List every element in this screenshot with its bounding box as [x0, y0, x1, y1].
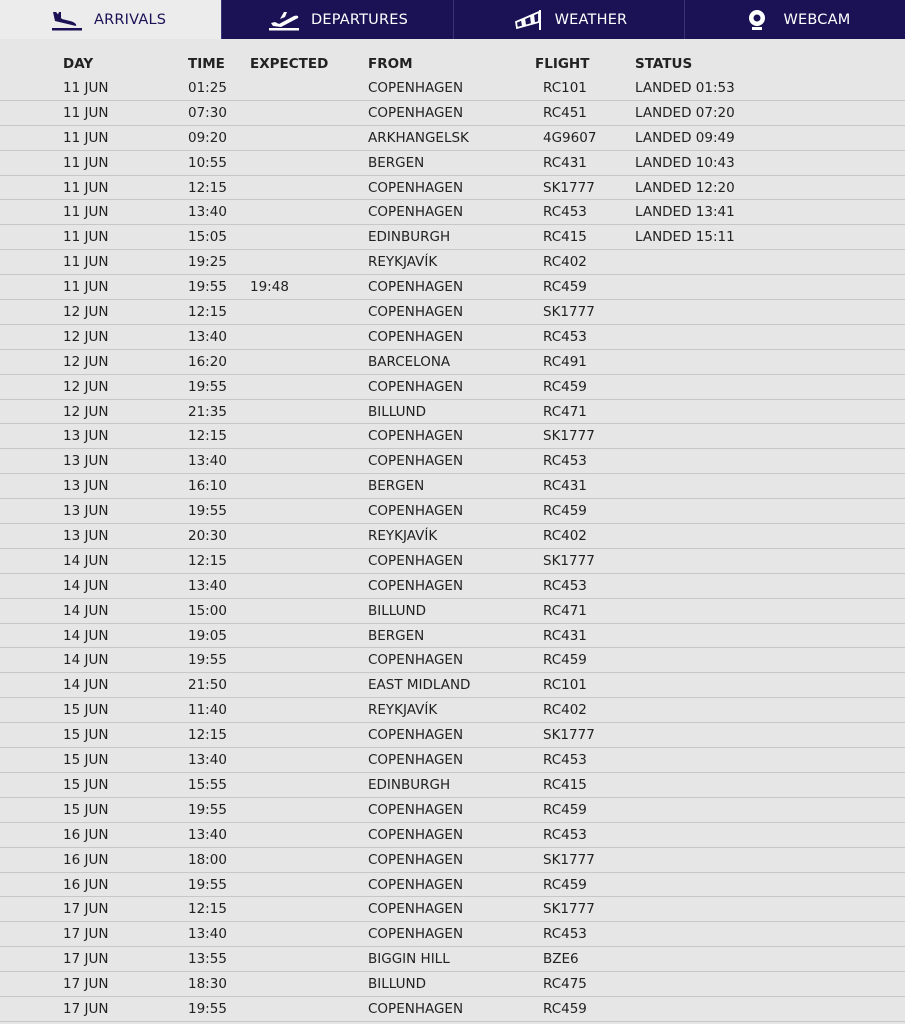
cell-day: 17 JUN — [63, 901, 109, 918]
arrivals-table — [0, 39, 905, 1022]
cell-day: 11 JUN — [63, 279, 109, 296]
cell-day: 15 JUN — [63, 752, 109, 769]
cell-from: COPENHAGEN — [368, 453, 464, 470]
cell-time: 19:55 — [188, 1000, 227, 1017]
cell-day: 17 JUN — [63, 926, 109, 943]
cell-time: 13:40 — [188, 453, 227, 470]
table-row — [0, 76, 905, 101]
cell-day: 11 JUN — [63, 204, 109, 221]
cell-from: BIGGIN HILL — [368, 951, 450, 968]
cell-from: COPENHAGEN — [368, 80, 464, 96]
tab-webcam[interactable] — [684, 0, 905, 39]
cell-from: BERGEN — [368, 478, 425, 495]
table-row — [0, 474, 905, 499]
cell-time: 12:15 — [188, 428, 227, 445]
cell-from: BILLUND — [368, 602, 426, 619]
cell-from: EAST MIDLAND — [368, 677, 471, 694]
cell-flight: RC431 — [543, 478, 587, 495]
tab-weather[interactable] — [453, 0, 684, 39]
tab-arrivals[interactable] — [0, 0, 221, 39]
cell-day: 11 JUN — [63, 154, 109, 171]
cell-from: COPENHAGEN — [368, 428, 464, 445]
table-row — [0, 574, 905, 599]
table-row — [0, 823, 905, 848]
cell-day: 17 JUN — [63, 1000, 109, 1017]
cell-from: COPENHAGEN — [368, 328, 464, 345]
cell-day: 11 JUN — [63, 80, 109, 96]
cell-day: 14 JUN — [63, 677, 109, 694]
cell-from: COPENHAGEN — [368, 304, 464, 321]
cell-status: LANDED 15:11 — [635, 229, 735, 246]
cell-day: 13 JUN — [63, 528, 109, 545]
cell-from: BERGEN — [368, 154, 425, 171]
cell-flight: SK1777 — [543, 304, 595, 321]
cell-from: BARCELONA — [368, 353, 451, 370]
tab-webcam-label: WEBCAM — [783, 11, 851, 28]
table-row — [0, 698, 905, 723]
table-row — [0, 126, 905, 151]
tab-weather-label: WEATHER — [554, 11, 628, 28]
cell-from: COPENHAGEN — [368, 727, 464, 744]
cell-from: REYKJAVÍK — [368, 528, 438, 545]
table-row — [0, 375, 905, 400]
cell-flight: RC459 — [543, 1000, 587, 1017]
cell-from: COPENHAGEN — [368, 851, 464, 868]
cell-flight: BZE6 — [543, 951, 579, 968]
cell-time: 12:15 — [188, 901, 227, 918]
table-row — [0, 250, 905, 275]
cell-flight: RC471 — [543, 403, 587, 420]
cell-from: COPENHAGEN — [368, 378, 464, 395]
table-row — [0, 673, 905, 698]
table-row — [0, 997, 905, 1022]
cell-time: 19:55 — [188, 378, 227, 395]
header-expected: EXPECTED — [250, 56, 329, 72]
table-row — [0, 325, 905, 350]
cell-from: COPENHAGEN — [368, 926, 464, 943]
cell-flight: RC402 — [543, 702, 587, 719]
table-row — [0, 773, 905, 798]
cell-time: 18:30 — [188, 976, 227, 993]
cell-day: 12 JUN — [63, 403, 109, 420]
plane-landing-icon — [50, 8, 84, 32]
table-row — [0, 549, 905, 574]
table-row — [0, 151, 905, 176]
cell-from: COPENHAGEN — [368, 752, 464, 769]
table-row — [0, 400, 905, 425]
cell-flight: RC453 — [543, 204, 587, 221]
cell-from: COPENHAGEN — [368, 204, 464, 221]
cell-day: 13 JUN — [63, 428, 109, 445]
cell-time: 20:30 — [188, 528, 227, 545]
cell-flight: RC451 — [543, 104, 587, 121]
tab-departures[interactable] — [221, 0, 453, 39]
cell-time: 15:55 — [188, 776, 227, 793]
cell-time: 19:55 — [188, 876, 227, 893]
cell-time: 10:55 — [188, 154, 227, 171]
cell-from: COPENHAGEN — [368, 552, 464, 569]
cell-day: 11 JUN — [63, 129, 109, 146]
cell-time: 19:55 — [188, 503, 227, 520]
cell-time: 12:15 — [188, 552, 227, 569]
cell-flight: RC453 — [543, 826, 587, 843]
cell-time: 12:15 — [188, 304, 227, 321]
cell-flight: SK1777 — [543, 901, 595, 918]
table-row — [0, 200, 905, 225]
cell-expected: 19:48 — [250, 279, 289, 296]
table-row — [0, 176, 905, 201]
cell-flight: RC415 — [543, 776, 587, 793]
cell-time: 07:30 — [188, 104, 227, 121]
cell-from: BILLUND — [368, 403, 426, 420]
cell-day: 15 JUN — [63, 801, 109, 818]
cell-time: 01:25 — [188, 80, 227, 96]
header-day: DAY — [63, 56, 94, 72]
cell-time: 19:55 — [188, 279, 227, 296]
cell-flight: RC453 — [543, 577, 587, 594]
cell-time: 13:40 — [188, 577, 227, 594]
cell-time: 16:20 — [188, 353, 227, 370]
table-row — [0, 499, 905, 524]
table-row — [0, 449, 905, 474]
table-row — [0, 972, 905, 997]
cell-day: 11 JUN — [63, 179, 109, 196]
cell-time: 12:15 — [188, 727, 227, 744]
cell-flight: RC453 — [543, 752, 587, 769]
cell-from: COPENHAGEN — [368, 1000, 464, 1017]
table-row — [0, 300, 905, 325]
table-row — [0, 424, 905, 449]
cell-day: 15 JUN — [63, 776, 109, 793]
table-row — [0, 723, 905, 748]
table-row — [0, 947, 905, 972]
cell-flight: RC101 — [543, 80, 587, 96]
cell-status: LANDED 12:20 — [635, 179, 735, 196]
cell-from: COPENHAGEN — [368, 826, 464, 843]
cell-day: 12 JUN — [63, 328, 109, 345]
cell-flight: SK1777 — [543, 179, 595, 196]
table-row — [0, 873, 905, 898]
cell-flight: RC471 — [543, 602, 587, 619]
cell-day: 12 JUN — [63, 378, 109, 395]
table-row — [0, 101, 905, 126]
cell-day: 16 JUN — [63, 826, 109, 843]
cell-status: LANDED 01:53 — [635, 80, 735, 96]
cell-time: 19:55 — [188, 801, 227, 818]
table-row — [0, 599, 905, 624]
cell-time: 21:35 — [188, 403, 227, 420]
cell-flight: RC491 — [543, 353, 587, 370]
header-from: FROM — [368, 56, 413, 72]
cell-flight: 4G9607 — [543, 129, 597, 146]
windsock-icon — [511, 8, 545, 32]
cell-day: 17 JUN — [63, 951, 109, 968]
cell-from: COPENHAGEN — [368, 104, 464, 121]
table-row — [0, 624, 905, 649]
cell-status: LANDED 10:43 — [635, 154, 735, 171]
cell-time: 13:40 — [188, 826, 227, 843]
table-header — [0, 39, 905, 76]
header-flight: FLIGHT — [535, 56, 590, 72]
table-row — [0, 798, 905, 823]
cell-day: 17 JUN — [63, 976, 109, 993]
cell-flight: RC101 — [543, 677, 587, 694]
cell-time: 13:40 — [188, 926, 227, 943]
cell-flight: SK1777 — [543, 552, 595, 569]
cell-flight: RC453 — [543, 328, 587, 345]
cell-flight: RC459 — [543, 652, 587, 669]
cell-flight: RC459 — [543, 876, 587, 893]
cell-from: REYKJAVÍK — [368, 254, 438, 271]
cell-time: 09:20 — [188, 129, 227, 146]
cell-from: COPENHAGEN — [368, 279, 464, 296]
cell-from: EDINBURGH — [368, 229, 451, 246]
cell-flight: RC431 — [543, 154, 587, 171]
plane-takeoff-icon — [267, 8, 301, 32]
cell-status: LANDED 13:41 — [635, 204, 735, 221]
cell-time: 13:55 — [188, 951, 227, 968]
cell-day: 13 JUN — [63, 453, 109, 470]
cell-time: 16:10 — [188, 478, 227, 495]
table-row — [0, 225, 905, 250]
cell-status: LANDED 07:20 — [635, 104, 735, 121]
cell-flight: RC402 — [543, 528, 587, 545]
table-row — [0, 922, 905, 947]
cell-from: BILLUND — [368, 976, 426, 993]
webcam-icon — [740, 8, 774, 32]
table-row — [0, 648, 905, 673]
cell-flight: RC415 — [543, 229, 587, 246]
cell-time: 21:50 — [188, 677, 227, 694]
cell-day: 14 JUN — [63, 577, 109, 594]
table-row — [0, 848, 905, 873]
cell-time: 18:00 — [188, 851, 227, 868]
cell-day: 11 JUN — [63, 104, 109, 121]
cell-time: 12:15 — [188, 179, 227, 196]
cell-day: 11 JUN — [63, 254, 109, 271]
cell-flight: RC459 — [543, 503, 587, 520]
tab-arrivals-label: ARRIVALS — [94, 11, 167, 28]
table-row — [0, 350, 905, 375]
table-body — [0, 76, 905, 1022]
cell-time: 13:40 — [188, 204, 227, 221]
cell-day: 12 JUN — [63, 353, 109, 370]
cell-from: COPENHAGEN — [368, 876, 464, 893]
cell-day: 14 JUN — [63, 627, 109, 644]
cell-from: COPENHAGEN — [368, 801, 464, 818]
cell-from: ARKHANGELSK — [368, 129, 469, 146]
header-status: STATUS — [635, 56, 693, 72]
cell-from: COPENHAGEN — [368, 901, 464, 918]
cell-from: REYKJAVÍK — [368, 702, 438, 719]
table-row — [0, 275, 905, 300]
table-row — [0, 524, 905, 549]
cell-day: 11 JUN — [63, 229, 109, 246]
cell-day: 16 JUN — [63, 876, 109, 893]
cell-time: 19:25 — [188, 254, 227, 271]
cell-flight: RC431 — [543, 627, 587, 644]
cell-day: 14 JUN — [63, 652, 109, 669]
table-row — [0, 897, 905, 922]
cell-flight: SK1777 — [543, 727, 595, 744]
header-time: TIME — [188, 56, 225, 72]
cell-flight: RC459 — [543, 378, 587, 395]
cell-from: COPENHAGEN — [368, 179, 464, 196]
table-row — [0, 748, 905, 773]
cell-time: 15:00 — [188, 602, 227, 619]
cell-flight: RC475 — [543, 976, 587, 993]
cell-from: BERGEN — [368, 627, 425, 644]
cell-time: 15:05 — [188, 229, 227, 246]
cell-from: EDINBURGH — [368, 776, 451, 793]
cell-from: COPENHAGEN — [368, 652, 464, 669]
cell-day: 16 JUN — [63, 851, 109, 868]
cell-from: COPENHAGEN — [368, 503, 464, 520]
cell-day: 15 JUN — [63, 702, 109, 719]
cell-flight: RC453 — [543, 926, 587, 943]
cell-day: 15 JUN — [63, 727, 109, 744]
flight-tabs — [0, 0, 905, 39]
cell-time: 19:55 — [188, 652, 227, 669]
cell-flight: RC402 — [543, 254, 587, 271]
cell-day: 14 JUN — [63, 602, 109, 619]
cell-time: 13:40 — [188, 752, 227, 769]
cell-flight: RC453 — [543, 453, 587, 470]
cell-status: LANDED 09:49 — [635, 129, 735, 146]
tab-departures-label: DEPARTURES — [311, 11, 408, 28]
cell-day: 13 JUN — [63, 503, 109, 520]
cell-time: 11:40 — [188, 702, 227, 719]
cell-time: 13:40 — [188, 328, 227, 345]
cell-flight: SK1777 — [543, 851, 595, 868]
cell-day: 13 JUN — [63, 478, 109, 495]
cell-flight: RC459 — [543, 801, 587, 818]
cell-flight: SK1777 — [543, 428, 595, 445]
cell-time: 19:05 — [188, 627, 227, 644]
cell-from: COPENHAGEN — [368, 577, 464, 594]
cell-day: 14 JUN — [63, 552, 109, 569]
cell-flight: RC459 — [543, 279, 587, 296]
cell-day: 12 JUN — [63, 304, 109, 321]
